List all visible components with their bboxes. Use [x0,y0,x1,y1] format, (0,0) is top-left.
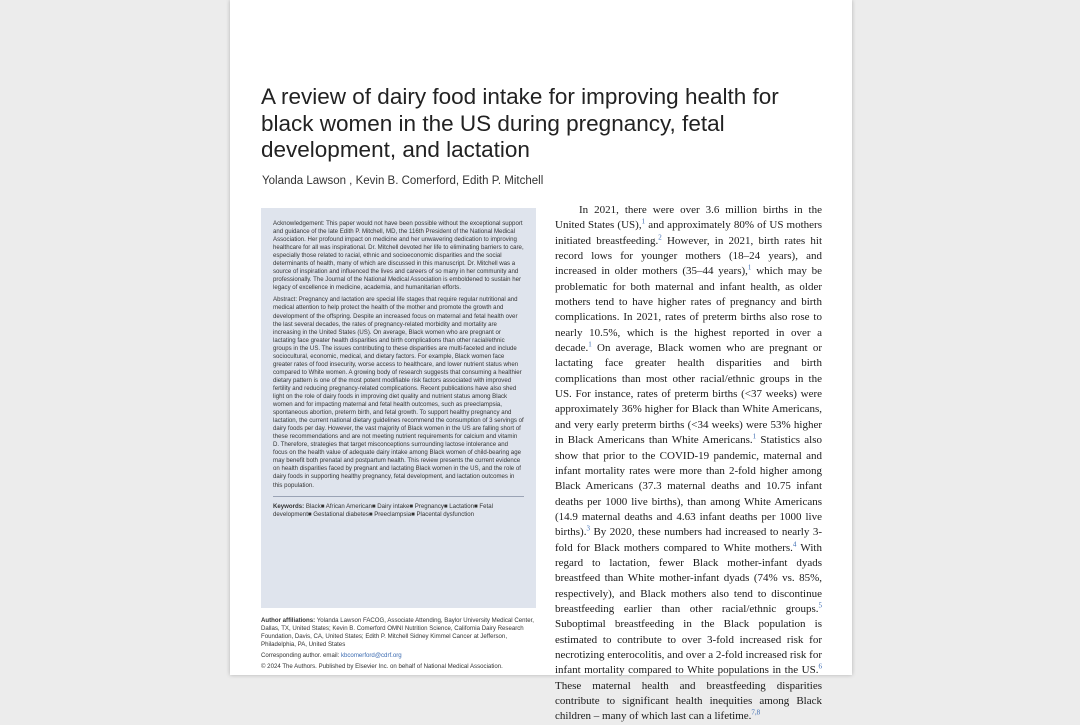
author-list: Yolanda Lawson , Kevin B. Comerford, Edith P. Mitchell [262,175,544,187]
body-text-segment: and approximately 80% of US mothers initiated breastfeeding. [555,219,822,247]
abstract-text: Abstract: Pregnancy and lactation are special life stages that require regular nutritional and medical attention to help protect the health of the mother and promote the growth and development of the offspring. Despite an increased focus on maternal and fetal health over the last several decades, the rates of pregnancy-related morbidity and mortality are increasing in the United States (US). On average, Black women who are pregnant or lactating face greater health disparities and birth complications than other racial/ethnic groups in the US. The issues contributing to these disparities are multi-faceted and include sociocultural, economic, medical, and dietary factors. For example, Black women face greater rates of food insecurity, worse access to healthcare, and lower nutrient status when compared to White women. A growing body of research suggests that consuming a healthier dietary pattern is one of the most potent modifiable risk factors associated with improved fertility and reducing pregnancy-related complications. Recent publications have also shed light on the role of dairy foods in improving diet quality and nutrient status among Black women and for impacting maternal and fetal health outcomes, such as preeclampsia, spontaneous abortion, preterm birth, and fetal growth. To support healthy pregnancy and lactation, the current national dietary guidelines recommend the consumption of 3 servings of dairy foods per day. However, the vast majority of Black women in the US are falling short of these recommendations and are not meeting nutrient requirements for calcium and vitamin D. Therefore, strategies that target misconceptions surrounding lactose intolerance and focus on the health value of adequate dairy intake among Black women of child-bearing age may benefit both prenatal and postpartum health. This review presents the current evidence on health disparities faced by pregnant and lactating Black women in the US, and the role of dairy foods in supporting healthy pregnancy, fetal development, and lactation outcomes in this population. [273,296,524,489]
body-text-segment: However, in 2021, birth rates hit record lows for younger mothers (18–24 years), and increased in older mothers (35–44 years), [555,234,822,278]
body-text-segment: which may be problematic for both maternal and infant health, as older mothers tend to have higher rates of pregnancy and birth complications. In 2021, rates of preterm births also rose to nearly 10.5%, which is the highest reported in over a decade. [555,265,822,355]
keywords [273,496,524,519]
body-text-segment: Suboptimal breastfeeding in the Black population is estimated to contribute to over 3-fold increased risk for necrotizing enterocolitis, and over a 2-fold increased risk for infant mortality compared to White populations in the US. [555,618,822,677]
body-text-segment: In 2021, there were over 3.6 million births in the United States (US), [555,204,822,232]
affiliations-text: Yolanda Lawson FACOG, Associate Attending, Baylor University Medical Center, Dallas, TX, United States; Kevin B. Comerford OMNI Nutrition Science, California Dairy Research Foundation, Davis, CA, United States; Edith P. Mitchell Sidney Kimmel Cancer at Jefferson, Philadelphia, PA, United States [261,617,534,648]
reference-link[interactable]: 4 [792,539,797,548]
reference-link[interactable]: 1 [752,432,757,441]
body-text [555,203,822,725]
acknowledgement-text: Acknowledgement: This paper would not have been possible without the exceptional support and guidance of the late Edith P. Mitchell, MD, the 116th President of the National Medical Association. Her profound impact on medicine and her unwavering dedication to improving healthcare for all was inspirational. Dr. Mitchell devoted her life to eliminating barriers to care, especially those related to racial, ethnic and socioeconomic disparities and the social determinants of health, many of which are discussed in this manuscript. Dr. Mitchell was a source of inspiration and influenced the lives and careers of so many in her community and professionally. The Journal of the National Medical Association is emboldened to sustain her legacy of excellence in medicine, academia, and humanitarian efforts. [273,220,524,292]
body-text-segment: On average, Black women who are pregnant or lactating face greater health disparities and birth complications than most other racial/ethnic groups in the US. For instance, rates of preterm births (<37 weeks) were approximately 36% higher for Black than White Americans, and very early preterm births (<34 weeks) were 53% higher in Black Americans than White Americans. [555,342,822,447]
reference-link[interactable]: 5 [818,601,822,610]
body-text-segment: These maternal health and breastfeeding disparities contribute to significant health inequities among Black children – many of which last can a lifetime. [555,679,822,723]
body-text-segment: By 2020, these numbers had increased to nearly 3-fold for Black mothers compared to White mothers. [555,526,822,554]
copyright-text: © 2024 The Authors. Published by Elsevier Inc. on behalf of National Medical Association. [261,663,503,670]
reference-link[interactable]: 1 [588,340,592,349]
reference-link[interactable]: 7,8 [751,708,761,717]
affiliations-label: Author affiliations: [261,617,316,624]
reference-link[interactable]: 1 [747,263,752,272]
reference-link[interactable]: 1 [641,217,646,226]
author-affiliations [261,617,536,674]
corresponding-email-link[interactable]: kbcomerford@cdrf.org [340,652,402,659]
article-page [230,0,852,723]
body-text-segment: With regard to lactation, fewer Black mother-infant dyads breastfeed than White mother-infant dyads (74% vs. 85%, respectively), and Black mothers also tend to discontinue breastfeeding earlier than other racial/ethnic groups. [555,541,822,615]
body-text-segment: Statistics also show that prior to the COVID-19 pandemic, maternal and infant mortality rates were more than 2-fold higher among Black Americans (37.3 maternal deaths and 10.75 infant deaths per 1000 live births), than among White Americans (14.9 maternal deaths and 4.63 infant deaths per 1000 live births). [555,434,822,539]
keywords-list: Black■ African American■ Dairy intake■ Pregnancy■ Lactation■ Fetal development■ Gestational diabetes■ Preeclampsia■ Placental dysfunction [273,502,493,518]
reference-link[interactable]: 3 [586,524,590,533]
article-title: A review of dairy food intake for improving health for black women in the US during pregnancy, fetal development, and lactation [261,84,779,162]
reference-link[interactable]: 2 [658,233,662,242]
abstract-box [261,208,536,608]
corresponding-label: Corresponding author. email: [261,652,340,659]
reference-link[interactable]: 6 [818,662,822,671]
keywords-label: Keywords: [273,502,305,510]
